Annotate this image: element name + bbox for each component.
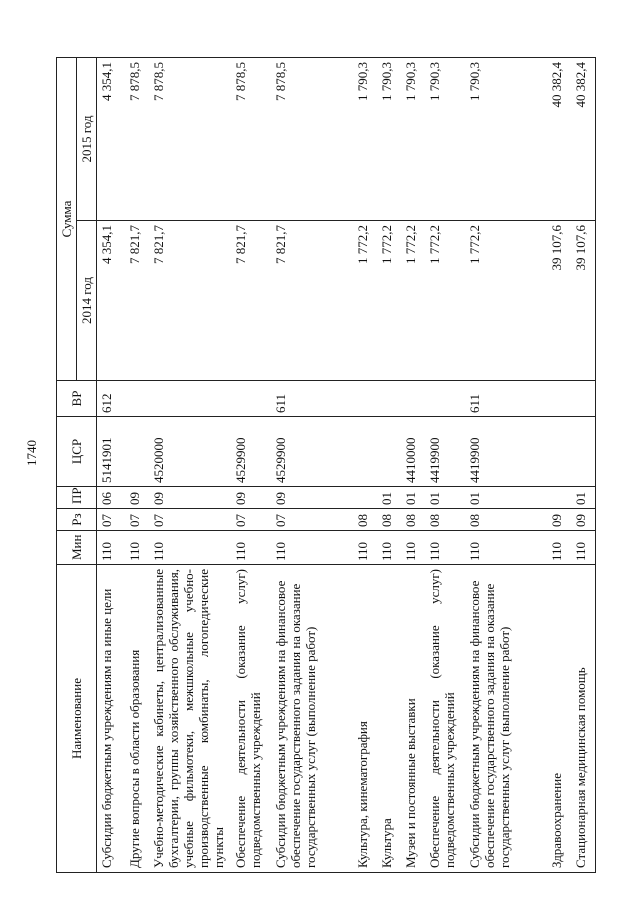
table-row <box>125 58 149 873</box>
cell-min: 110 <box>547 531 571 565</box>
cell-2014: 1 772,2 <box>465 221 547 381</box>
cell-name: Стационарная медицинская помощь <box>571 565 596 873</box>
table-row <box>425 58 465 873</box>
page-number: 1740 <box>24 440 39 466</box>
cell-vr: 611 <box>271 381 353 417</box>
cell-pr: 09 <box>125 487 149 509</box>
cell-2015: 1 790,3 <box>377 58 401 221</box>
cell-2014: 1 772,2 <box>377 221 401 381</box>
cell-vr <box>149 381 231 417</box>
cell-name: Субсидии бюджетным учреждениям на финансовое обеспечение государственного задания на оказание государственных услуг (выполнение работ) <box>271 565 353 873</box>
cell-2014: 7 821,7 <box>231 221 271 381</box>
cell-pr <box>353 487 377 509</box>
cell-vr <box>377 381 401 417</box>
cell-name: Музеи и постоянные выставки <box>401 565 425 873</box>
cell-rz: 07 <box>231 509 271 531</box>
table-row <box>149 58 231 873</box>
cell-rz: 09 <box>571 509 596 531</box>
cell-2014: 4 354,1 <box>97 221 126 381</box>
cell-min: 110 <box>465 531 547 565</box>
cell-pr: 09 <box>231 487 271 509</box>
cell-min: 110 <box>271 531 353 565</box>
cell-rz: 07 <box>149 509 231 531</box>
cell-rz: 08 <box>377 509 401 531</box>
cell-2014: 1 772,2 <box>401 221 425 381</box>
cell-2015: 40 382,4 <box>547 58 571 221</box>
cell-min: 110 <box>231 531 271 565</box>
table-row <box>271 58 353 873</box>
table-row <box>547 58 571 873</box>
cell-min: 110 <box>571 531 596 565</box>
table-row <box>377 58 401 873</box>
cell-pr: 01 <box>377 487 401 509</box>
cell-2015: 4 354,1 <box>97 58 126 221</box>
cell-rz: 08 <box>401 509 425 531</box>
cell-2015: 40 382,4 <box>571 58 596 221</box>
header-rz: Рз <box>57 509 97 531</box>
cell-2014: 39 107,6 <box>571 221 596 381</box>
cell-rz: 07 <box>125 509 149 531</box>
cell-name: Здравоохранение <box>547 565 571 873</box>
cell-csr: 4529900 <box>231 417 271 487</box>
cell-vr <box>547 381 571 417</box>
cell-2015: 1 790,3 <box>401 58 425 221</box>
cell-2015: 7 878,5 <box>271 58 353 221</box>
cell-pr: 09 <box>271 487 353 509</box>
cell-min: 110 <box>149 531 231 565</box>
cell-2015: 1 790,3 <box>465 58 547 221</box>
header-2015: 2015 год <box>77 58 97 221</box>
cell-rz: 07 <box>97 509 126 531</box>
header-min: Мин <box>57 531 97 565</box>
cell-name: Другие вопросы в области образования <box>125 565 149 873</box>
cell-vr <box>425 381 465 417</box>
table-row <box>465 58 547 873</box>
cell-pr: 01 <box>571 487 596 509</box>
cell-vr <box>353 381 377 417</box>
cell-name: Учебно-методические кабинеты, централизованные бухгалтерии, группы хозяйственного обслуживания, учебные фильмотеки, межшкольные учебно-производственные комбинаты, логопедические пункты <box>149 565 231 873</box>
cell-name: Обеспечение деятельности (оказание услуг) подведомственных учреждений <box>425 565 465 873</box>
cell-name: Обеспечение деятельности (оказание услуг) подведомственных учреждений <box>231 565 271 873</box>
cell-min: 110 <box>353 531 377 565</box>
cell-2014: 7 821,7 <box>149 221 231 381</box>
cell-vr <box>571 381 596 417</box>
cell-rz: 07 <box>271 509 353 531</box>
cell-name: Культура, кинематография <box>353 565 377 873</box>
cell-vr <box>125 381 149 417</box>
cell-2015: 1 790,3 <box>353 58 377 221</box>
cell-rz: 08 <box>425 509 465 531</box>
cell-min: 110 <box>425 531 465 565</box>
cell-vr <box>231 381 271 417</box>
cell-vr: 611 <box>465 381 547 417</box>
cell-2015: 7 878,5 <box>231 58 271 221</box>
header-sum: Сумма <box>57 58 77 381</box>
cell-rz: 09 <box>547 509 571 531</box>
rotated-page <box>56 58 588 873</box>
cell-csr: 4529900 <box>271 417 353 487</box>
cell-csr <box>377 417 401 487</box>
table-row <box>353 58 377 873</box>
header-vr: ВР <box>57 381 97 417</box>
table-row <box>231 58 271 873</box>
cell-pr: 06 <box>97 487 126 509</box>
cell-csr: 4419900 <box>425 417 465 487</box>
cell-2014: 7 821,7 <box>125 221 149 381</box>
cell-csr: 4520000 <box>149 417 231 487</box>
cell-rz: 08 <box>353 509 377 531</box>
cell-pr: 09 <box>149 487 231 509</box>
cell-csr: 4419900 <box>465 417 547 487</box>
header-pr: ПР <box>57 487 97 509</box>
cell-2014: 7 821,7 <box>271 221 353 381</box>
cell-pr <box>547 487 571 509</box>
cell-rz: 08 <box>465 509 547 531</box>
cell-csr <box>571 417 596 487</box>
cell-pr: 01 <box>401 487 425 509</box>
header-csr: ЦСР <box>57 417 97 487</box>
cell-min: 110 <box>401 531 425 565</box>
cell-vr <box>401 381 425 417</box>
budget-table <box>56 57 596 873</box>
cell-2014: 1 772,2 <box>425 221 465 381</box>
cell-pr: 01 <box>425 487 465 509</box>
cell-csr <box>547 417 571 487</box>
cell-csr: 5141901 <box>97 417 126 487</box>
table-body <box>97 58 596 873</box>
cell-2015: 7 878,5 <box>125 58 149 221</box>
cell-min: 110 <box>125 531 149 565</box>
cell-min: 110 <box>377 531 401 565</box>
cell-2015: 7 878,5 <box>149 58 231 221</box>
cell-name: Субсидии бюджетным учреждениям на финансовое обеспечение государственного задания на оказание государственных услуг (выполнение работ) <box>465 565 547 873</box>
cell-csr <box>125 417 149 487</box>
cell-pr: 01 <box>465 487 547 509</box>
cell-vr: 612 <box>97 381 126 417</box>
table-row <box>571 58 596 873</box>
table-row <box>401 58 425 873</box>
header-name: Наименование <box>57 565 97 873</box>
cell-2014: 1 772,2 <box>353 221 377 381</box>
cell-2015: 1 790,3 <box>425 58 465 221</box>
cell-name: Культура <box>377 565 401 873</box>
header-2014: 2014 год <box>77 221 97 381</box>
cell-2014: 39 107,6 <box>547 221 571 381</box>
cell-min: 110 <box>97 531 126 565</box>
cell-csr: 4410000 <box>401 417 425 487</box>
cell-csr <box>353 417 377 487</box>
cell-name: Субсидии бюджетным учреждениям на иные цели <box>97 565 126 873</box>
table-header <box>57 58 97 873</box>
table-row <box>97 58 126 873</box>
